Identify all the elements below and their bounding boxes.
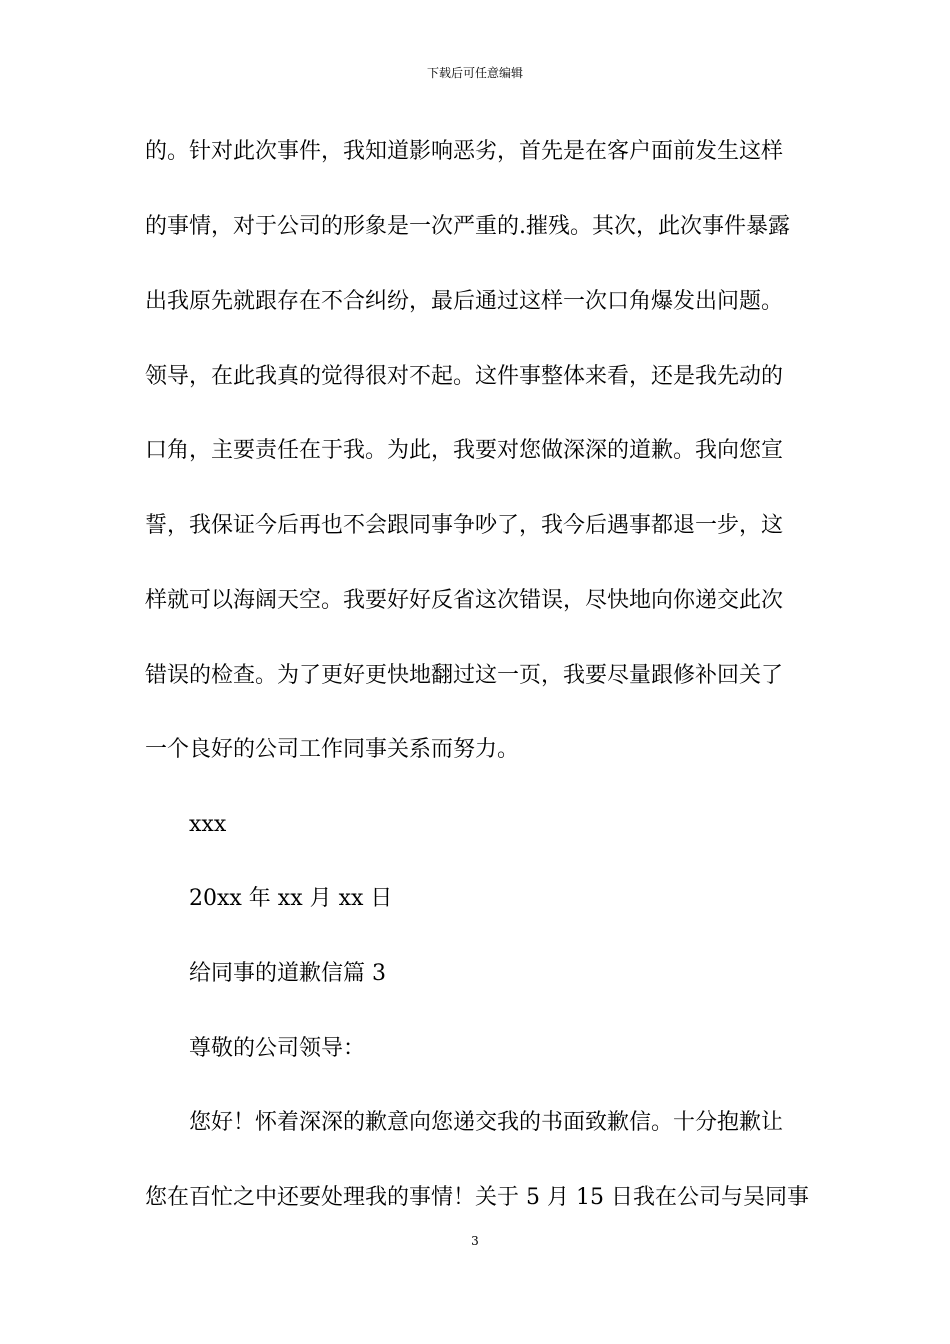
- paragraph-2-line-1: 您好！怀着深深的歉意向您递交我的书面致歉信。十分抱歉让: [189, 1110, 784, 1135]
- paragraph-1-line-6: 誓，我保证今后再也不会跟同事争吵了，我今后遇事都退一步，这: [145, 513, 784, 538]
- paragraph-1-line-3: 出我原先就跟存在不合纠纷，最后通过这样一次口角爆发出问题。: [145, 289, 784, 314]
- paragraph-1-line-2: 的事情，对于公司的形象是一次严重的.摧残。其次，此次事件暴露: [145, 214, 790, 239]
- paragraph-1-line-5: 口角，主要责任在于我。为此，我要对您做深深的道歉。我向您宣: [145, 438, 784, 463]
- signature-date: 20xx 年 xx 月 xx 日: [189, 886, 393, 911]
- section-title: 给同事的道歉信篇 3: [189, 961, 386, 986]
- paragraph-1-line-1: 的。针对此次事件，我知道影响恶劣，首先是在客户面前发生这样: [145, 139, 784, 164]
- paragraph-1-line-8: 错误的检查。为了更好更快地翻过这一页，我要尽量跟修补回关了: [145, 663, 784, 688]
- signature-name: xxx: [189, 812, 227, 837]
- paragraph-1-line-7: 样就可以海阔天空。我要好好反省这次错误，尽快地向你递交此次: [145, 588, 784, 613]
- header-note: 下载后可任意编辑: [426, 66, 523, 80]
- page-number: 3: [471, 1234, 479, 1248]
- salutation: 尊敬的公司领导：: [189, 1036, 366, 1061]
- paragraph-2-line-2: 您在百忙之中还要处理我的事情！关于 5 月 15 日我在公司与吴同事: [145, 1185, 809, 1210]
- paragraph-1-line-9: 一个良好的公司工作同事关系而努力。: [145, 737, 520, 762]
- paragraph-1-line-4: 领导，在此我真的觉得很对不起。这件事整体来看，还是我先动的: [145, 364, 784, 389]
